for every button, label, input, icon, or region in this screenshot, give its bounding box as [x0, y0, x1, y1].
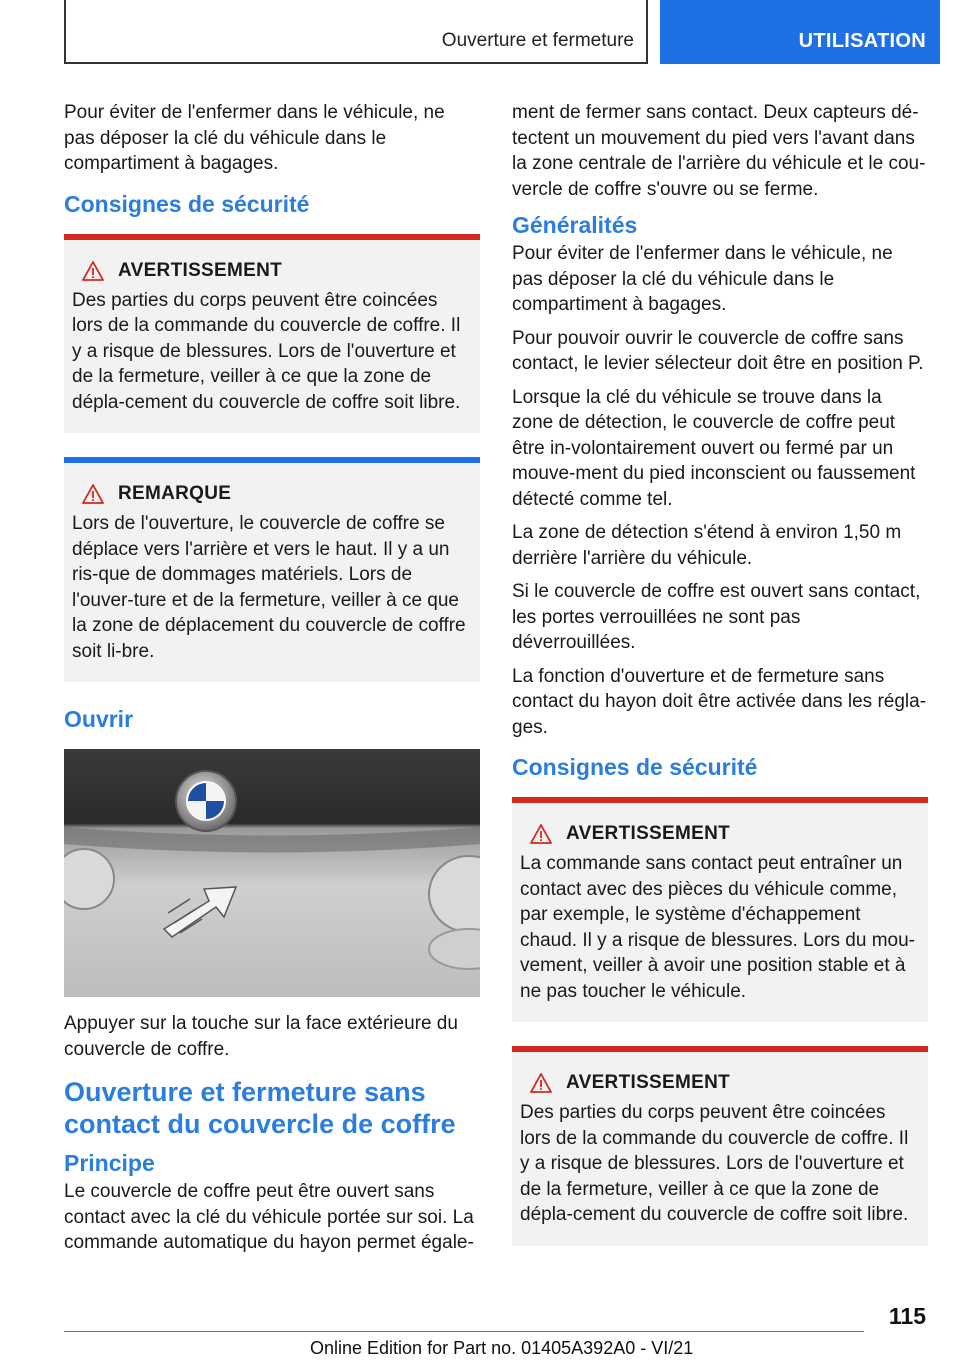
general-paragraph-1: Pour éviter de l'enfermer dans le véhicule, ne pas déposer la clé du véhicule dans le compartiment à bagages.	[512, 243, 893, 315]
page-number: 115	[888, 1303, 926, 1329]
warning-text: La commande sans contact peut entraîner un contact avec des pièces du véhicule comme, par exemple, le système d'échappement chaud. Il y a risque de blessures. Lors du mou-vement, veiller à avoir une position stable et à ne pas toucher le véhicule.	[520, 853, 915, 1002]
contactless-heading: Ouverture et fermeture sans contact du couvercle de coffre	[64, 1077, 456, 1139]
trunk-button-illustration	[64, 749, 480, 997]
warning-text: Des parties du corps peuvent être coincées lors de la commande du couvercle de coffre. Il y a risque de blessures. Lors de l'ouverture et de la fermeture, veiller à ce que la zone de dépla-cement du couvercle de coffre soit libre.	[520, 1102, 909, 1225]
general-paragraph-6: La fonction d'ouverture et de fermeture sans contact du hayon doit être activée dans les régla-ges.	[512, 665, 927, 738]
note-title: REMARQUE	[118, 483, 232, 504]
intro-paragraph: Pour éviter de l'enfermer dans le véhicule, ne pas déposer la clé du véhicule dans le compartiment à bagages.	[64, 102, 445, 174]
general-paragraph-3: Lorsque la clé du véhicule se trouve dans la zone de détection, le couvercle de coffre peut être in-volontairement ouvert ou fermé par un mouve-ment du pied inconscient ou faussement détecté comme tel.	[512, 386, 916, 510]
safety-heading: Consignes de sécurité	[64, 190, 310, 217]
safety-heading-right: Consignes de sécurité	[512, 754, 758, 780]
right-column	[512, 100, 928, 1270]
warning-title: AVERTISSEMENT	[566, 1072, 731, 1093]
header-section-title: Ouverture et fermeture	[441, 30, 634, 51]
open-text: Appuyer sur la touche sur la face extérieure du couvercle de coffre.	[64, 1013, 458, 1060]
general-heading: Généralités	[512, 212, 638, 238]
general-paragraph-2: Pour pouvoir ouvrir le couvercle de coffre sans contact, le levier sélecteur doit être en position P.	[512, 327, 924, 374]
note-text: Lors de l'ouverture, le couvercle de coffre se déplace vers l'arrière et vers le haut. Il y a un ris-que de dommages matériels. Lors de l'ouver-ture et de la fermeture, veiller à ce que la zone de déplacement du couvercle de coffre soit li-bre.	[72, 513, 466, 662]
warning-triangle-icon	[530, 824, 552, 844]
warning-box	[512, 1046, 928, 1246]
warning-title: AVERTISSEMENT	[118, 259, 283, 281]
footer-divider	[64, 1331, 864, 1332]
warning-box	[64, 234, 480, 434]
left-column	[64, 100, 480, 1264]
principle-heading: Principe	[64, 1150, 155, 1176]
warning-triangle-icon	[82, 261, 104, 281]
header-section-box	[64, 0, 648, 64]
warning-box	[512, 797, 928, 1022]
general-paragraph-5: Si le couvercle de coffre est ouvert sans contact, les portes verrouillées ne sont pas déverrouillées.	[512, 581, 921, 653]
note-box	[64, 457, 480, 682]
warning-text: Des parties du corps peuvent être coincées lors de la commande du couvercle de coffre. Il y a risque de blessures. Lors de l'ouverture et de la fermeture, veiller à ce que la zone de dépla-cement du couvercle de coffre soit libre.	[72, 289, 461, 413]
continued-paragraph: ment de fermer sans contact. Deux capteurs dé-tectent un mouvement du pied vers l'avant dans la zone centrale de l'arrière du véhicule et le cou-vercle de coffre s'ouvre ou se ferme.	[512, 102, 926, 200]
general-paragraph-4: La zone de détection s'étend à environ 1,50 m derrière l'arrière du véhicule.	[512, 522, 902, 569]
principle-text: Le couvercle de coffre peut être ouvert sans contact avec la clé du véhicule portée sur soi. La commande automatique du hayon permet égale-	[64, 1181, 474, 1253]
header-chapter-tab	[660, 0, 940, 64]
open-heading: Ouvrir	[64, 706, 134, 732]
warning-triangle-icon	[530, 1073, 552, 1093]
warning-triangle-icon	[82, 484, 104, 504]
header-chapter-label: UTILISATION	[798, 30, 926, 52]
warning-title: AVERTISSEMENT	[566, 823, 731, 844]
edition-label: Online Edition for Part no. 01405A392A0 - VI/21	[310, 1338, 694, 1358]
